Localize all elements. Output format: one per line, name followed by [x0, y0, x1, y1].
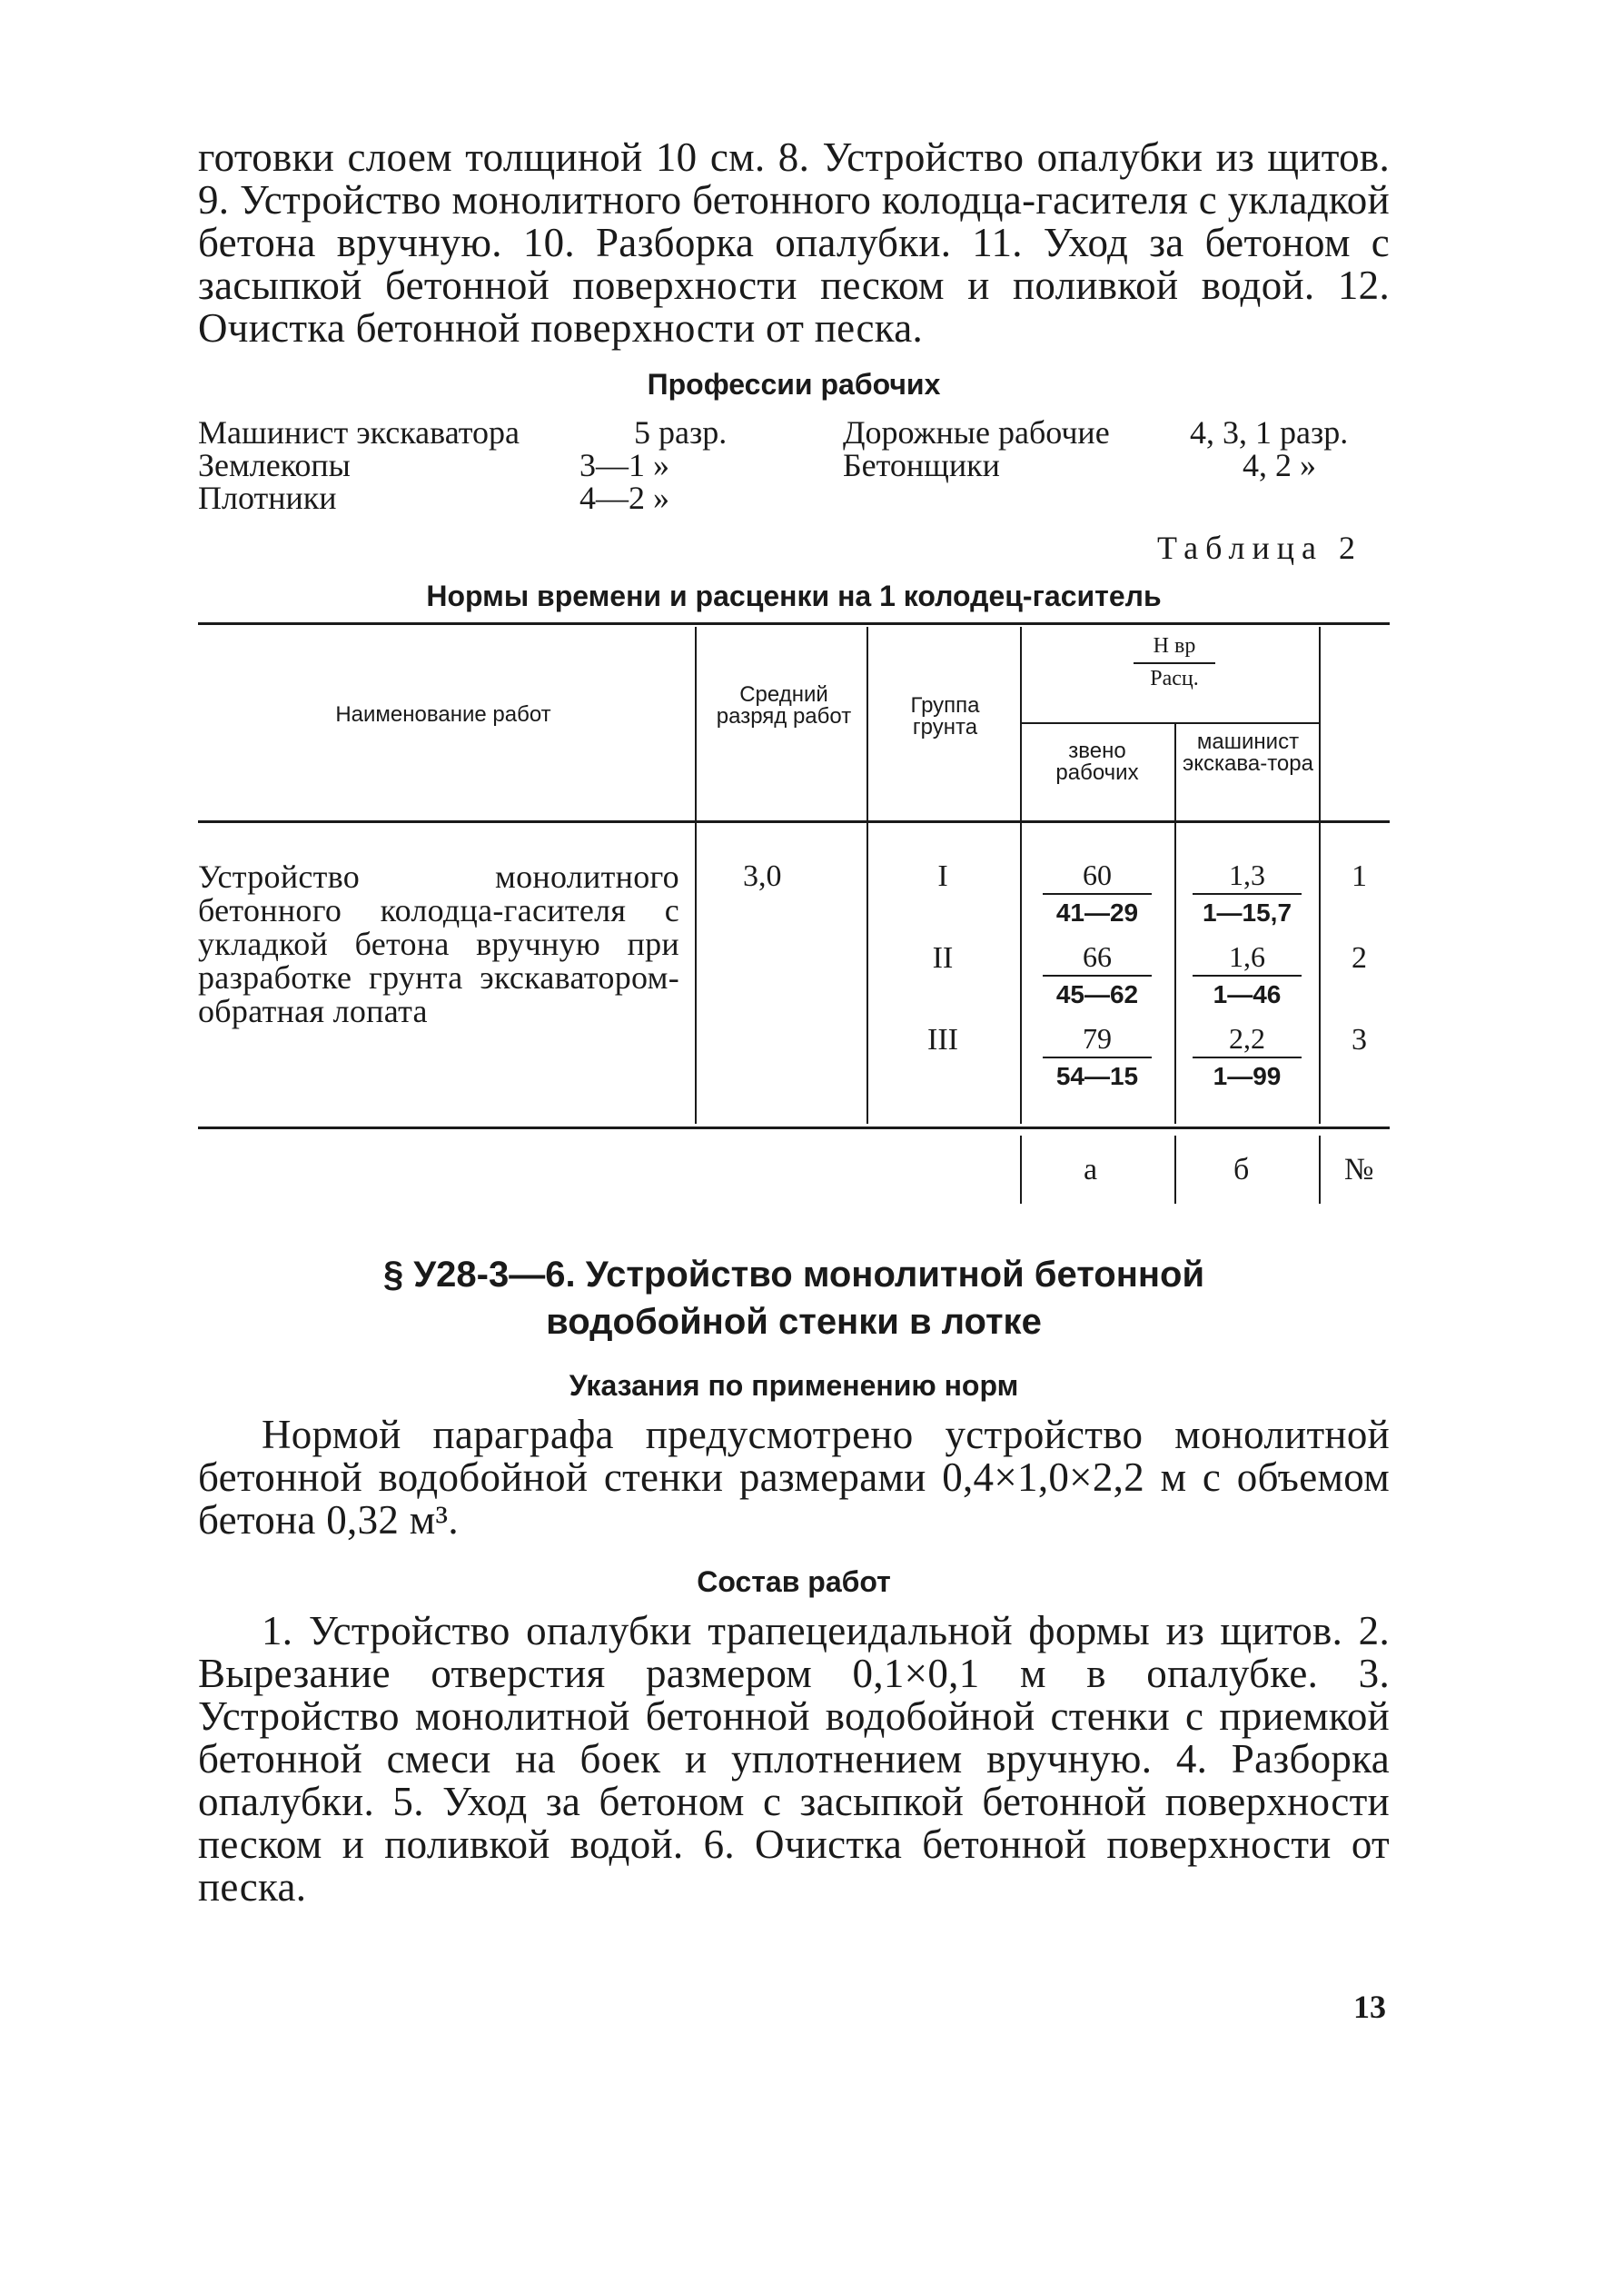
header-soil-group: Группа грунта — [910, 693, 980, 739]
header-crew: звено рабочих — [1055, 739, 1139, 785]
table-title: Нормы времени и расценки на 1 колодец-гаситель — [426, 580, 1162, 612]
row-3-number: 3 — [1352, 1023, 1367, 1057]
professions-title: Профессии рабочих — [647, 368, 941, 401]
row-1-operator — [1193, 859, 1302, 929]
row-1-op-den: 1—15,7 — [1202, 898, 1292, 927]
row-1-crew — [1043, 859, 1152, 929]
intro-paragraph: готовки слоем толщиной 10 см. 8. Устройство опалубки из щитов. 9. Устройство монолитного бетонного колодца-гасителя с укладкой бетона вручную. 10. Разборка опалубки. 11. Уход за бетоном с засыпкой бетонной поверхности песком и поливкой водой. 12. Очистка бетонной поверхности от песка. — [198, 134, 1390, 351]
row-2-crew — [1043, 940, 1152, 1011]
row-2-group: II — [932, 941, 954, 975]
row-3-crew-num: 79 — [1083, 1022, 1112, 1055]
row-3-op-num: 2,2 — [1229, 1022, 1265, 1055]
header-norm-num: Н вр — [1153, 634, 1196, 658]
prof-left-1-rank: 3—1 » — [579, 447, 669, 483]
row-1-crew-num: 60 — [1083, 859, 1112, 891]
composition-title: Состав работ — [697, 1565, 891, 1598]
composition-paragraph: 1. Устройство опалубки трапецеидальной формы из щитов. 2. Вырезание отверстия размером 0,1×0,1 м в опалубке. 3. Устройство монолитной бетонной водобойной стенки с приемкой бетонной смеси на боек и уплотнением вручную. 4. Разборка опалубки. 5. Уход за бетоном с засыпкой бетонной поверхности песком и поливкой водой. 6. Очистка бетонной поверхности от песка. — [198, 1608, 1390, 1910]
prof-right-0-name: Дорожные рабочие — [843, 414, 1110, 451]
prof-left-2-rank: 4—2 » — [579, 480, 669, 516]
row-1-crew-den: 41—29 — [1055, 898, 1139, 927]
row-2-crew-den: 45—62 — [1055, 980, 1139, 1008]
page-number: 13 — [1353, 1989, 1386, 2025]
row-2-number: 2 — [1352, 941, 1367, 975]
row-3-op-den: 1—99 — [1213, 1062, 1282, 1090]
row-3-crew — [1043, 1022, 1152, 1093]
header-avg-rank: Средний разряд работ — [716, 682, 852, 729]
row-3-crew-den: 54—15 — [1055, 1062, 1139, 1090]
avg-rank-value: 3,0 — [743, 859, 782, 893]
row-1-group: I — [937, 859, 948, 893]
row-2-op-num: 1,6 — [1229, 940, 1265, 973]
norms-table — [198, 622, 1390, 1213]
prof-left-2-name: Плотники — [198, 480, 337, 516]
guidance-paragraph: Нормой параграфа предусмотрено устройство монолитной бетонной водобойной стенки размерами 0,4×1,0×2,2 м с объемом бетона 0,32 м³. — [198, 1412, 1390, 1543]
prof-right-1-rank: 4, 2 » — [1243, 447, 1316, 483]
row-2-operator — [1193, 940, 1302, 1011]
footer-col-a: а — [1084, 1153, 1098, 1186]
prof-left-1-name: Землекопы — [198, 447, 351, 483]
prof-right-0-rank: 4, 3, 1 разр. — [1190, 414, 1349, 451]
section-title-line2: водобойной стенки в лотке — [546, 1302, 1042, 1342]
section-title-line1: § У28-3—6. Устройство монолитной бетонной — [382, 1255, 1205, 1295]
header-operator: машинист экскава-тора — [1183, 730, 1313, 776]
row-3-operator — [1193, 1022, 1302, 1093]
prof-right-1-name: Бетонщики — [843, 447, 1000, 483]
guidance-title: Указания по применению норм — [569, 1369, 1019, 1402]
row-2-op-den: 1—46 — [1213, 980, 1282, 1008]
prof-left-0-rank: 5 разр. — [634, 414, 728, 451]
work-description: Устройство монолитного бетонного колодца-гасителя с укладкой бетона вручную при разработке грунта экскаватором-обратная лопата — [198, 859, 679, 1029]
footer-col-b: б — [1233, 1153, 1250, 1186]
row-1-op-num: 1,3 — [1229, 859, 1265, 891]
row-3-group: III — [927, 1023, 958, 1057]
professions-list — [198, 416, 1390, 514]
row-1-number: 1 — [1352, 859, 1367, 893]
header-norm-den: Расц. — [1150, 667, 1199, 690]
row-2-crew-num: 66 — [1083, 940, 1112, 973]
document-page — [198, 136, 1390, 1909]
footer-col-no: № — [1344, 1153, 1374, 1186]
prof-left-0-name: Машинист экскаватора — [198, 414, 520, 451]
header-work-name: Наименование работ — [335, 702, 551, 727]
table-number: Таблица 2 — [1157, 530, 1362, 566]
